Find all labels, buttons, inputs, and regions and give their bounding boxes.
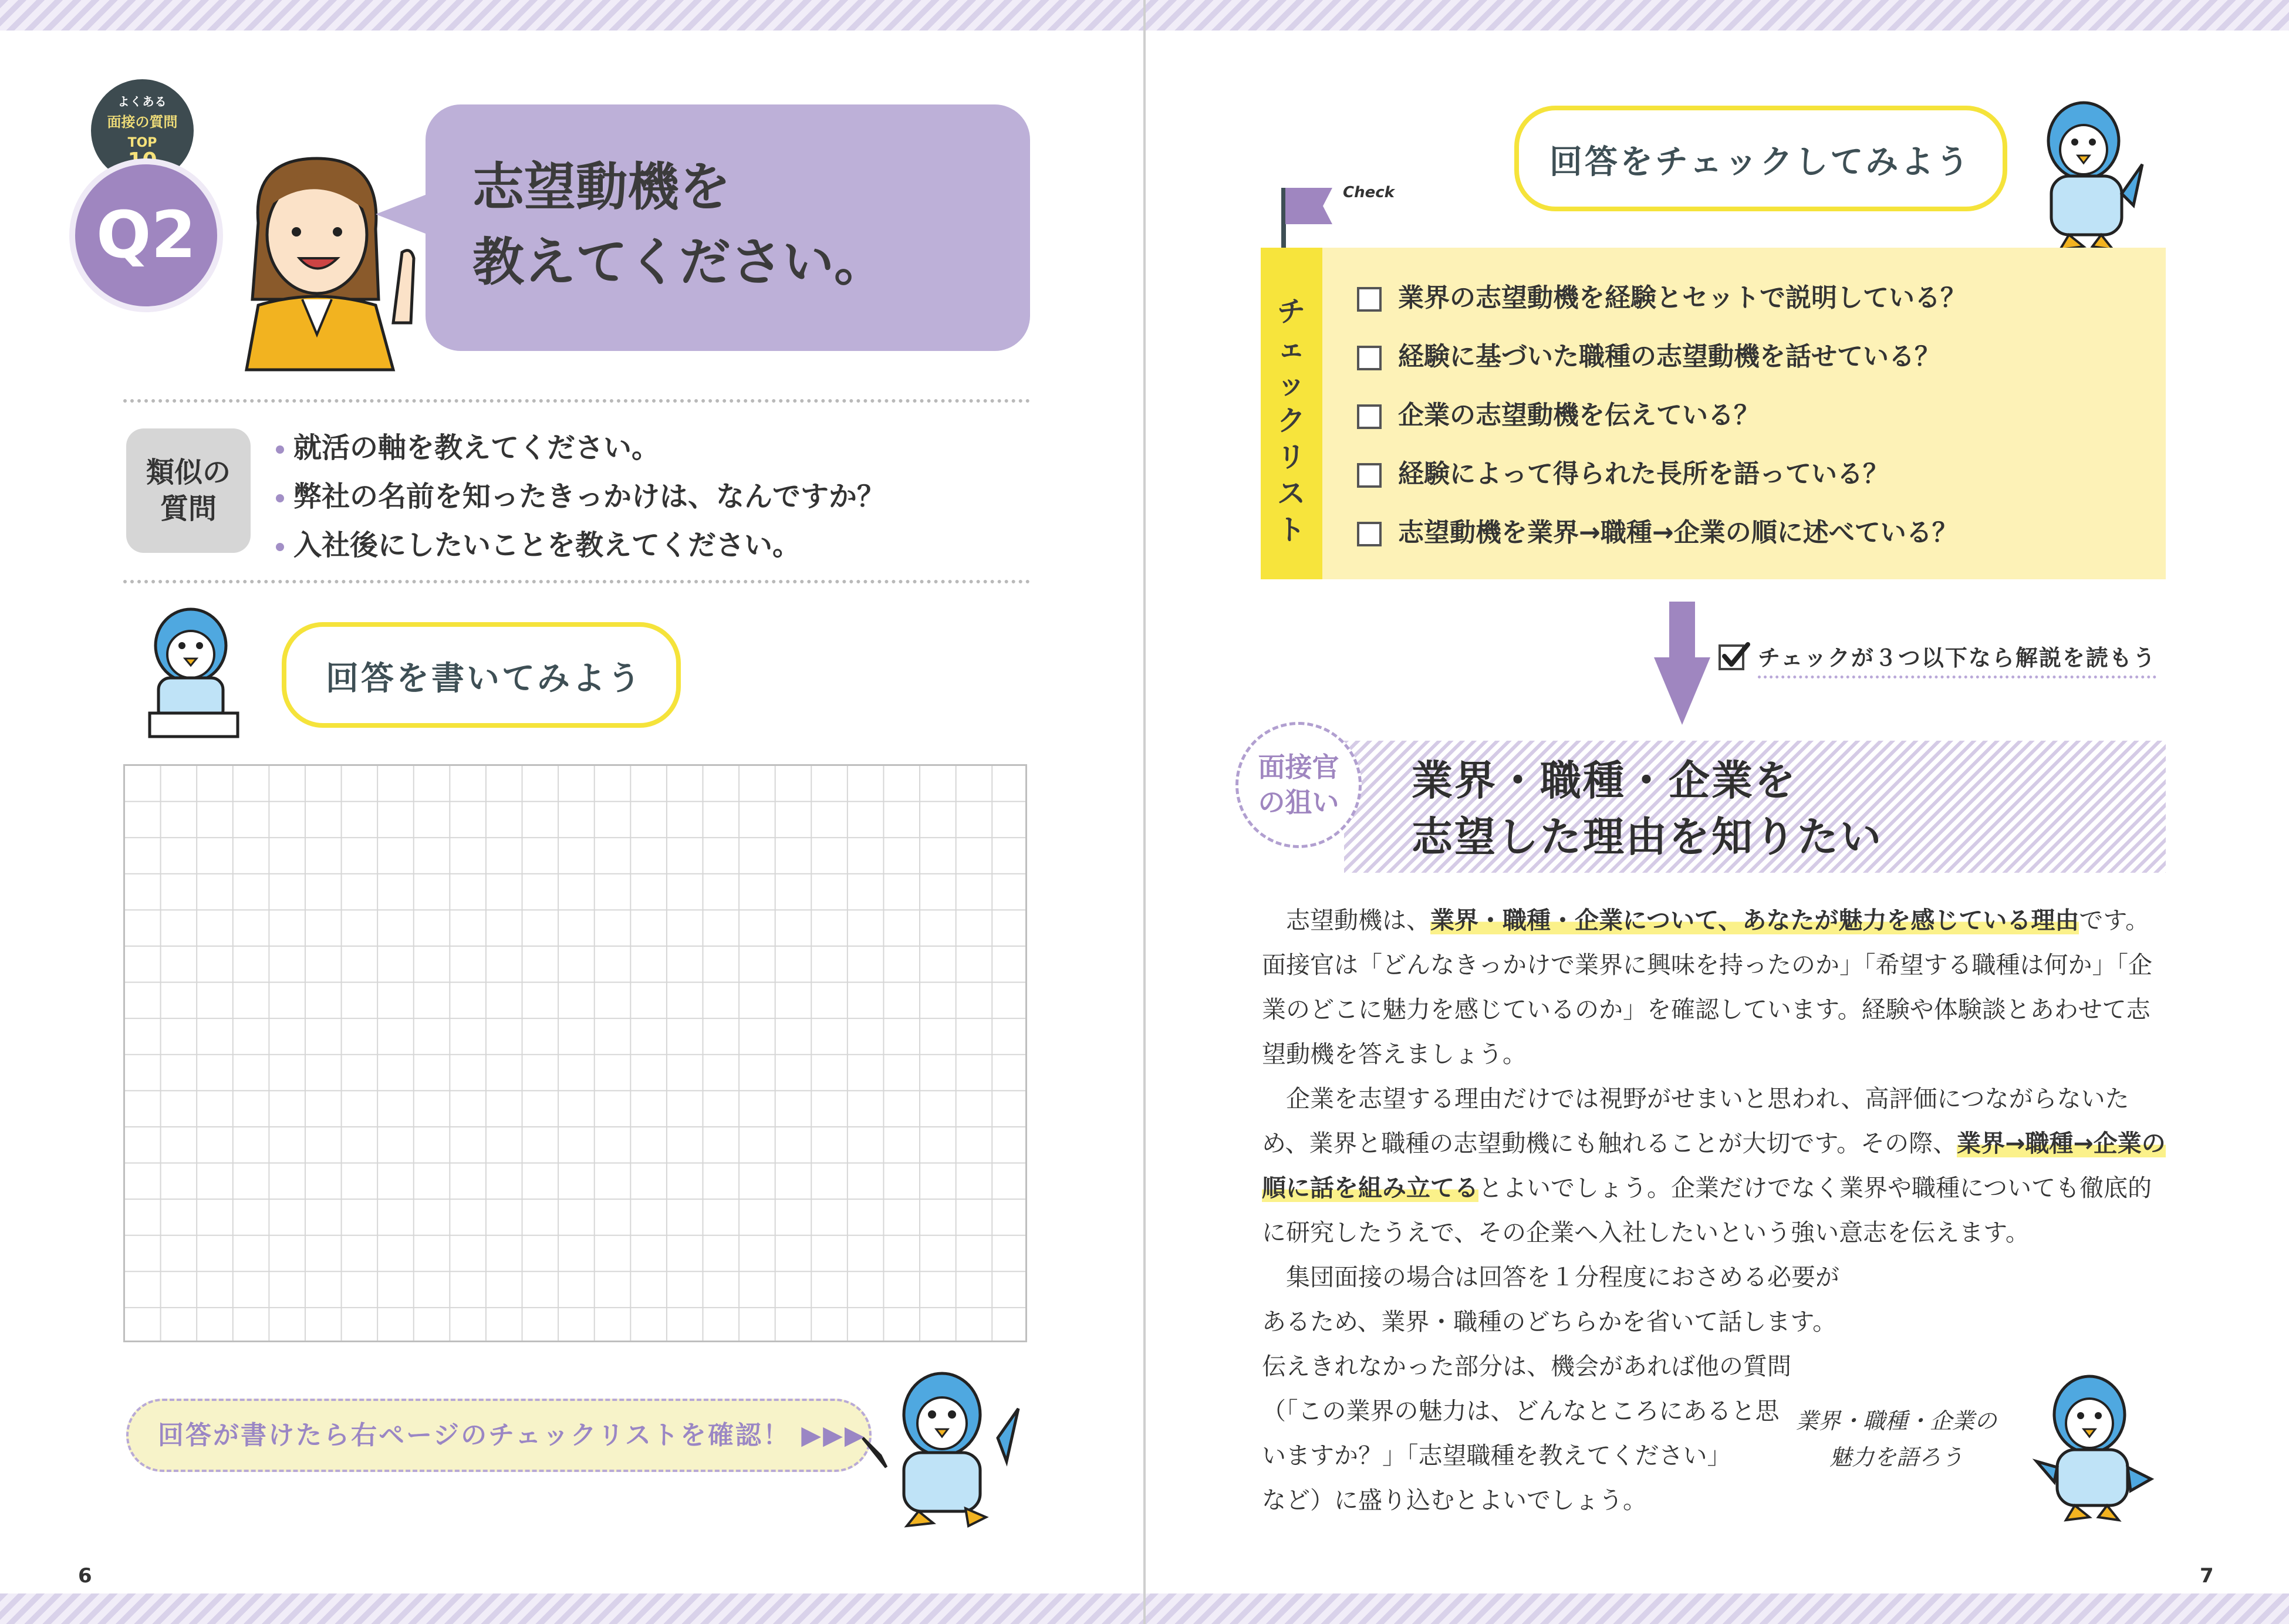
checkbox[interactable] <box>1357 463 1382 488</box>
bullet-icon <box>276 543 284 551</box>
checkbox[interactable] <box>1357 287 1382 312</box>
read-note: チェックが３つ以下なら解説を読もう <box>1758 640 2156 678</box>
badge-line2: 面接の質問 <box>107 114 178 130</box>
down-arrow-icon <box>1669 602 1695 660</box>
aim-label-line2: の狙い <box>1258 786 1339 818</box>
question-text <box>472 150 886 300</box>
divider <box>123 399 1030 403</box>
checklist-item: 業界の志望動機を経験とセットで説明している？ <box>1357 269 1966 327</box>
penguin-presenting-illustration <box>2031 1373 2160 1526</box>
down-arrow-head <box>1654 657 1710 725</box>
checkbox[interactable] <box>1357 346 1382 370</box>
question-bubble-tail <box>376 194 428 235</box>
check-prompt: 回答をチェックしてみよう <box>1549 143 1971 181</box>
bullet-icon <box>276 445 284 454</box>
woman-illustration <box>235 147 428 370</box>
page-number-left: 6 <box>78 1564 92 1588</box>
penguin-writing-illustration <box>144 605 241 745</box>
checklist-item: 企業の志望動機を伝えている？ <box>1357 386 1966 445</box>
question-line1: 志望動機を <box>472 157 731 217</box>
checklist-label: チェックリスト <box>1277 295 1305 546</box>
checklist-item: 志望動機を業界→職種→企業の順に述べている？ <box>1357 504 1966 562</box>
badge-line3: TOP <box>127 136 157 150</box>
checklist <box>1357 269 1966 562</box>
penguin-thinking-illustration <box>2025 100 2151 258</box>
answer-grid[interactable] <box>123 764 1027 1342</box>
bullet-icon <box>276 494 284 502</box>
page-number-right: 7 <box>2200 1564 2214 1588</box>
checklist-item: 経験に基づいた職種の志望動機を話せている？ <box>1357 327 1966 386</box>
write-prompt: 回答を書いてみよう <box>326 660 643 698</box>
similar-questions-list <box>276 424 885 570</box>
question-number: Q2 <box>69 158 223 312</box>
highlight: 業界・職種・企業について、あなたが魅力を感じている理由 <box>1430 906 2079 934</box>
checkbox[interactable] <box>1357 404 1382 429</box>
check-word: Check <box>1343 184 1395 201</box>
highlight: 業界→職種→企業の順に話を組み立てる <box>1262 1129 2166 1202</box>
hand-note-line1: 業界・職種・企業の <box>1796 1408 1997 1434</box>
checkmark-icon <box>1720 641 1751 670</box>
aim-title <box>1412 752 1883 865</box>
handwritten-note <box>1796 1403 1997 1476</box>
check-flag-icon <box>1285 188 1332 224</box>
checklist-item: 経験によって得られた長所を語っている？ <box>1357 445 1966 504</box>
divider <box>123 580 1030 583</box>
bottom-note: 回答が書けたら右ページのチェックリストを確認！ ▶▶▶ <box>126 1399 872 1472</box>
page-gutter <box>1143 0 1146 1624</box>
paragraph-cont: いますか？」「志望職種を教えてください」 <box>1262 1441 1731 1470</box>
paragraph: 集団面接の場合は回答を１分程度におさめる必要があるため、業界・職種のどちらかを省いて話します。伝えきれなかった部分は、機会があれば他の質問（「この業界の魅力は、どんなところにあると思 <box>1262 1263 1839 1425</box>
aim-title-line2: 志望した理由を知りたい <box>1412 813 1883 861</box>
question-line2: 教えてください。 <box>472 232 886 292</box>
paragraph: 企業を志望する理由だけでは視野がせまいと思われ、高評価につながらないため、業界と職種の志望動機にも触れることが大切です。その際、業界→職種→企業の順に話を組み立てるとよいでしょう。企業だけでなく業界や職種についても徹底的に研究したうえで、その企業へ入社したいという強い意志を伝えます。 <box>1262 1085 2166 1247</box>
list-item: 就活の軸を教えてください。 <box>276 424 885 472</box>
similar-label-line1: 類似の <box>146 456 231 489</box>
penguin-waving-illustration <box>863 1368 1021 1538</box>
hand-note-line2: 魅力を語ろう <box>1829 1444 1964 1470</box>
similar-questions-label <box>126 428 251 553</box>
interviewer-aim-label <box>1235 722 1362 848</box>
paragraph: 志望動機は、業界・職種・企業について、あなたが魅力を感じている理由です。面接官は「どんなきっかけで業界に興味を持ったのか」「希望する職種は何か」「企業のどこに魅力を感じているのか」を確認しています。経験や体験談とあわせて志望動機を答えましょう。 <box>1262 906 2152 1068</box>
aim-title-line1: 業界・職種・企業を <box>1412 757 1797 805</box>
paragraph-cont: など）に盛り込むとよいでしょう。 <box>1262 1486 1647 1514</box>
list-item: 弊社の名前を知ったきっかけは、なんですか？ <box>276 472 885 521</box>
flag-pole <box>1281 188 1286 252</box>
list-item: 入社後にしたいことを教えてください。 <box>276 521 885 570</box>
aim-label-line1: 面接官 <box>1258 751 1339 783</box>
badge-line1: よくある <box>117 94 167 109</box>
checkbox[interactable] <box>1357 522 1382 546</box>
similar-label-line2: 質問 <box>160 492 217 525</box>
